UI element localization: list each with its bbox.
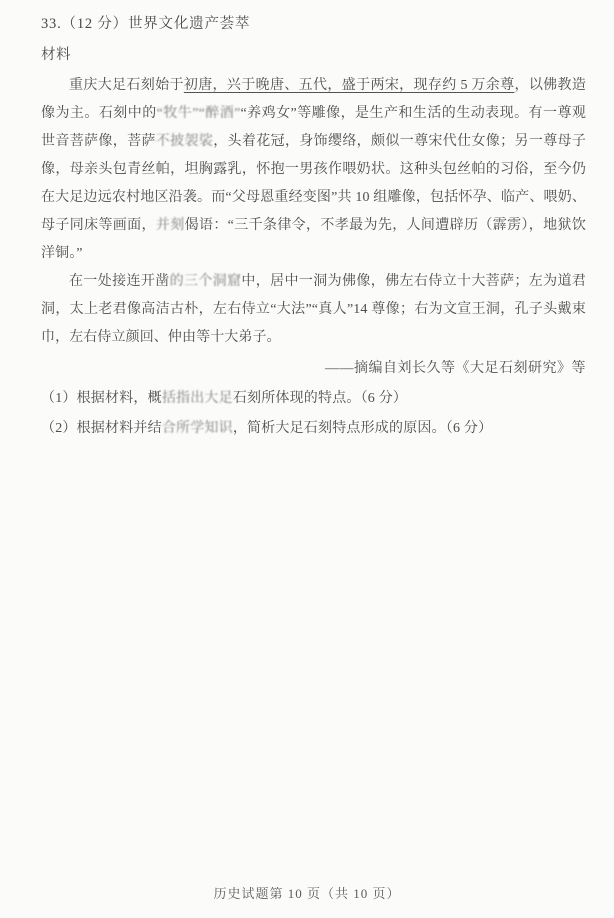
text-segment: ，以佛教造像为主。石刻中的: [41, 78, 586, 121]
source-attribution: ——摘编自刘长久等《大足石刻研究》等: [325, 361, 586, 376]
text-segment: 并刻: [155, 218, 185, 233]
sub-question-2: [41, 414, 586, 444]
material-label: 材料: [41, 47, 71, 63]
text-segment: “养鸡女”等雕像，是生产和生活的生动表现。有一尊观世音菩萨像，菩萨: [41, 106, 586, 149]
text-segment: 括指出大足: [161, 391, 233, 406]
sub-question-1: [41, 384, 586, 414]
text-segment: “牧牛”“醉酒”: [156, 106, 241, 121]
text-segment: ，简析大足石刻特点形成的原因。（6 分）: [232, 421, 493, 436]
question-block: [41, 13, 586, 444]
text-segment: 初唐，兴于晚唐、五代，盛于两宋，现存约 5 万余尊: [183, 78, 515, 93]
material-paragraph-1: [41, 72, 586, 268]
page-footer: 历史试题第 10 页（共 10 页）: [213, 886, 401, 901]
text-segment: 在一处接连开凿: [69, 274, 170, 289]
text-segment: 不披袈裟: [155, 134, 214, 149]
text-segment: （2）根据材料并结: [41, 421, 162, 436]
material-paragraph-2: [41, 268, 586, 352]
text-segment: 中，居中一洞为佛像，佛左右侍立十大菩萨；左为道君洞，太上老君像高洁古朴，左右侍立“大法”“真人”14 尊像；右为文宣王洞，孔子头戴束巾，左右侍立颜回、仲由等十大弟子。: [41, 274, 586, 345]
text-segment: 重庆大足石刻始于: [69, 78, 184, 93]
text-segment: 的三个洞窟: [169, 274, 242, 289]
text-segment: 合所学知识: [161, 421, 233, 436]
text-segment: ，头着花冠，身饰缨络，颇似一尊宋代仕女像；另一尊母子像，母亲头包青丝帕，坦胸露乳，怀抱一男孩作喂奶状。这种头包丝帕的习俗，至今仍在大足边远农村地区沿袭。而“父母恩重经变图”共 10 组雕像，包括怀孕、临产、喂奶、母子同床等画面，: [41, 134, 586, 233]
text-segment: 石刻所体现的特点。（6 分）: [232, 391, 408, 406]
question-heading: 33.（12 分）世界文化遗产荟萃: [41, 16, 251, 32]
text-segment: 偈语：“三千条律令，不孝最为先，人间遭辟历（霹雳），地狱饮洋铜。”: [41, 218, 586, 261]
text-segment: （1）根据材料，概: [41, 391, 162, 406]
